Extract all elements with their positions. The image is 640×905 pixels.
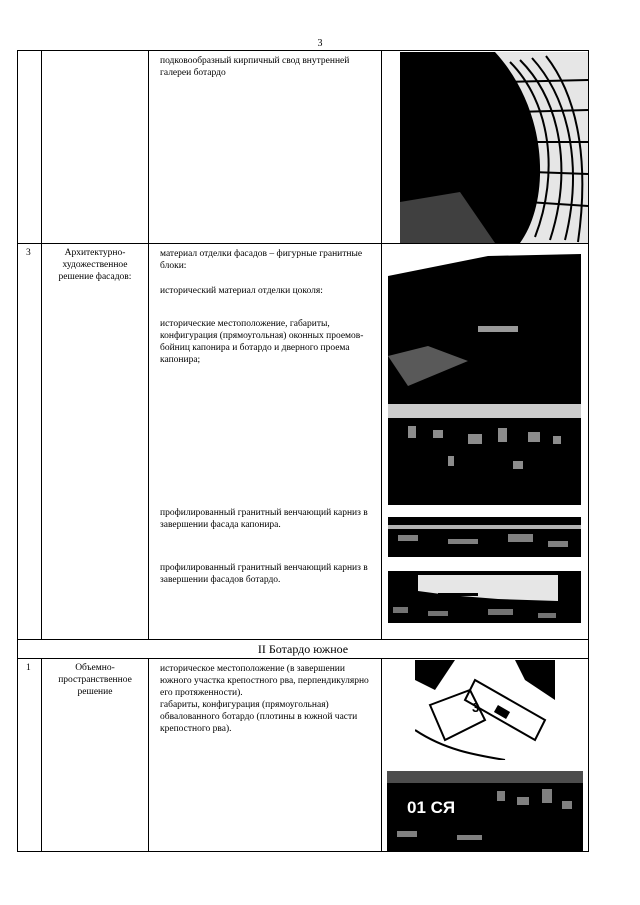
row-name: Объемно-пространственное решение [42, 659, 149, 852]
specification-table [17, 50, 589, 852]
image-cell [382, 244, 589, 640]
bottardo-cornice-photo [388, 571, 581, 623]
description-item: профилированный гранитный венчающий карниз в завершении фасадов ботардо. [160, 563, 368, 585]
bottardo-south-photo [387, 771, 583, 851]
row-number: 3 [18, 244, 42, 640]
row-name: Архитектурно-художественное решение фасадов: [42, 244, 149, 640]
image-cell [382, 51, 589, 244]
table-row [18, 244, 589, 640]
description-item: подковообразный кирпичный свод внутренней галереи ботардо [160, 56, 350, 78]
description-item: исторические местоположение, габариты, конфигурация (прямоугольная) оконных проемов-бойниц капонира и ботардо и дверного проема капонира; [160, 319, 364, 365]
caponier-cornice-photo [388, 517, 581, 557]
row-description [149, 244, 382, 640]
row-description [149, 51, 382, 244]
table-row [18, 51, 589, 244]
map-label: 3 [472, 700, 480, 715]
description-item: исторический материал отделки цоколя: [160, 286, 323, 296]
section-title: II Ботардо южное [18, 640, 589, 659]
table-row [18, 659, 589, 852]
image-cell [382, 659, 589, 852]
description-item: профилированный гранитный венчающий карниз в завершении фасада капонира. [160, 508, 368, 530]
site-plan-map [415, 660, 555, 760]
page-number: 3 [317, 38, 323, 49]
description-item: материал отделки фасадов – фигурные гранитные блоки: [160, 249, 363, 271]
description-item: историческое местоположение (в завершении южного участка крепостного рва, перпендикулярно его протяженности). [160, 664, 369, 698]
row-description [149, 659, 382, 852]
description-item: габариты, конфигурация (прямоугольная) обвалованного ботардо (плотины в южной части крепостного рва). [160, 700, 358, 734]
brick-vault-photo [400, 52, 588, 243]
facade-label: 01 СЯ [407, 798, 456, 817]
row-number [18, 51, 42, 244]
caponier-facade-photo [388, 246, 581, 505]
row-number: 1 [18, 659, 42, 852]
row-name [42, 51, 149, 244]
section-header-row [18, 640, 589, 659]
